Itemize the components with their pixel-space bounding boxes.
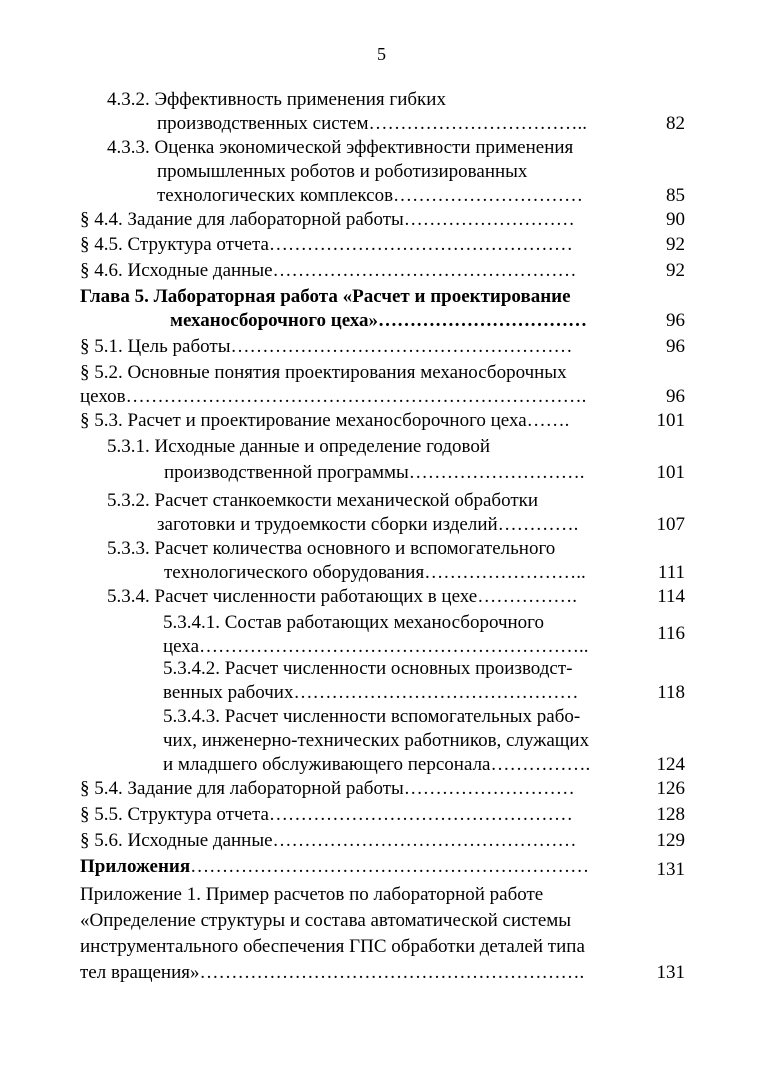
toc-page-number: 126 xyxy=(656,778,685,799)
toc-entry-text: 5.3.4. Расчет численности работающих в цехе……………. xyxy=(107,586,577,607)
toc-page-number: 92 xyxy=(666,234,685,255)
toc-entry-text: 5.3.1. Исходные данные и определение годовой xyxy=(107,436,491,457)
toc-page-number: 111 xyxy=(657,562,685,583)
toc-entry-text: 4.3.2. Эффективность применения гибких xyxy=(107,89,446,110)
toc-page-number: 96 xyxy=(666,310,685,331)
toc-entry-text: § 5.6. Исходные данные………………………………………… xyxy=(80,830,577,851)
toc-entry-text: цехов………………………………………………………………. xyxy=(80,386,587,407)
toc-page-number: 131 xyxy=(656,962,685,983)
toc-entry-text: 4.3.3. Оценка экономической эффективности применения xyxy=(107,137,574,158)
toc-entry-text: § 5.2. Основные понятия проектирования механосборочных xyxy=(80,362,567,383)
toc-entry-text: 5.3.4.3. Расчет численности вспомогательных рабо- xyxy=(163,706,581,727)
toc-page-number: 101 xyxy=(656,462,685,483)
toc-entry-text: 5.3.3. Расчет количества основного и вспомогательного xyxy=(107,538,556,559)
toc-page-number: 101 xyxy=(656,410,685,431)
toc-page-number: 124 xyxy=(656,754,685,775)
toc-entry-text: технологического оборудования…………………….. xyxy=(164,562,586,583)
toc-entry-text: и младшего обслуживающего персонала……………. xyxy=(163,754,591,775)
toc-entry-text: тел вращения»……………………………………………………. xyxy=(80,962,585,983)
toc-entry-text: Приложение 1. Пример расчетов по лабораторной работе xyxy=(80,884,544,905)
toc-entry-text: инструментального обеспечения ГПС обработки деталей типа xyxy=(80,936,585,957)
toc-page-number: 116 xyxy=(657,623,685,644)
toc-entry-text: производственных систем…………………………….. xyxy=(157,113,587,134)
toc-entry-text: 5.3.4.1. Состав работающих механосборочного xyxy=(163,612,544,633)
toc-page-number: 118 xyxy=(657,682,685,703)
toc-entry-text: «Определение структуры и состава автоматической системы xyxy=(80,910,572,931)
toc-entry-text: § 5.3. Расчет и проектирование механосборочного цеха……. xyxy=(80,410,570,431)
toc-page-number: 90 xyxy=(666,209,685,230)
toc-entry-text: заготовки и трудоемкости сборки изделий…………. xyxy=(157,514,579,535)
toc-page-number: 92 xyxy=(666,260,685,281)
toc-entry-text: § 5.1. Цель работы……………………………………………… xyxy=(80,336,573,357)
toc-entry-text: технологических комплексов………………………… xyxy=(157,185,584,206)
page-number: 5 xyxy=(377,44,386,64)
toc-page-number: 114 xyxy=(657,586,685,607)
toc-entry-text: 5.3.4.2. Расчет численности основных производст- xyxy=(163,658,573,679)
toc-entry-text: чих, инженерно-технических работников, служащих xyxy=(163,730,590,751)
toc-page-number: 107 xyxy=(656,514,685,535)
toc-page-number: 131 xyxy=(656,859,685,880)
appendices-heading: Приложения xyxy=(80,856,191,877)
toc-page-number: 85 xyxy=(666,185,685,206)
toc-chapter-title: механосборочного цеха»…………………………… xyxy=(170,310,587,331)
toc-entry-text: § 4.6. Исходные данные………………………………………… xyxy=(80,260,577,281)
toc-page-number: 96 xyxy=(666,386,685,407)
toc-entry-text xyxy=(80,855,589,878)
toc-entry-text: § 4.4. Задание для лабораторной работы……………………… xyxy=(80,209,575,230)
toc-entry-text: § 5.4. Задание для лабораторной работы……………………… xyxy=(80,778,575,799)
toc-page-number: 129 xyxy=(656,830,685,851)
toc-page-number: 128 xyxy=(656,804,685,825)
toc-entry-text: цеха…………………………………………………….. xyxy=(163,636,589,657)
toc-entry-text: 5.3.2. Расчет станкоемкости механической обработки xyxy=(107,490,539,511)
toc-entry-text: § 5.5. Структура отчета………………………………………… xyxy=(80,804,573,825)
toc-page-number: 96 xyxy=(666,336,685,357)
toc-entry-text: § 4.5. Структура отчета………………………………………… xyxy=(80,234,573,255)
toc-leader-dots: ……………………………………………………… xyxy=(190,856,590,877)
toc-chapter-title: Глава 5. Лабораторная работа «Расчет и проектирование xyxy=(80,286,571,307)
toc-page-number: 82 xyxy=(666,113,685,134)
toc-entry-text: венных рабочих……………………………………… xyxy=(163,682,579,703)
toc-entry-text: производственной программы………………………. xyxy=(164,462,585,483)
toc-entry-text: промышленных роботов и роботизированных xyxy=(157,161,528,182)
